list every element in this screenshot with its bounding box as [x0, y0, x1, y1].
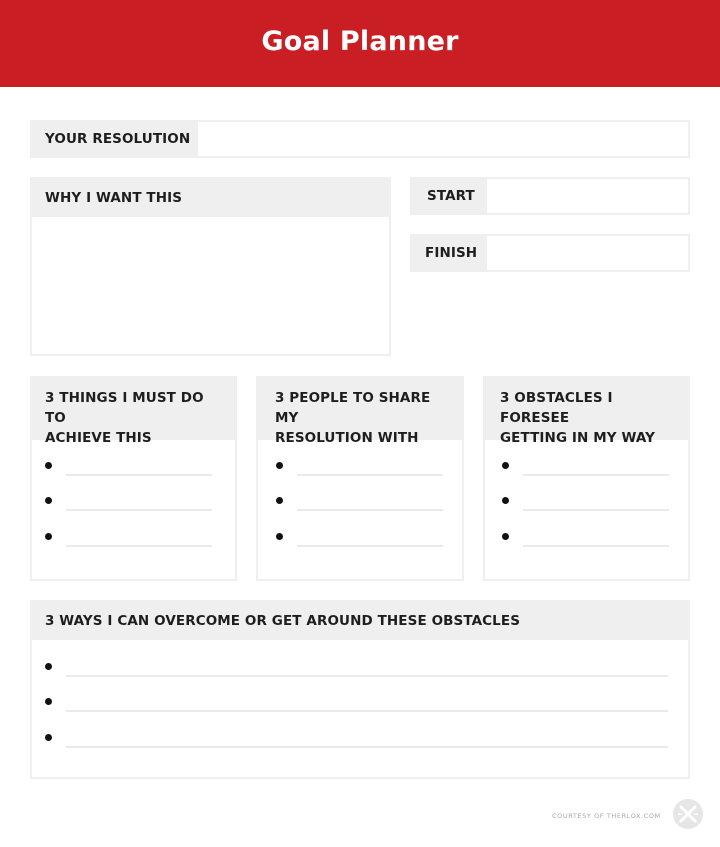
overcome-card	[30, 600, 690, 779]
write-line[interactable]	[297, 474, 443, 476]
why-label-text: WHY I WANT THIS	[45, 190, 183, 206]
bullet-icon	[45, 462, 52, 469]
obstacles-label	[485, 378, 688, 446]
overcome-label	[32, 602, 688, 640]
finish-label	[412, 236, 487, 270]
start-label-text: START	[427, 188, 475, 204]
write-line[interactable]	[66, 509, 212, 511]
people-label	[258, 378, 462, 446]
overcome-label-text: 3 WAYS I CAN OVERCOME OR GET AROUND THESE OBSTACLES	[45, 613, 521, 629]
bullet-icon	[502, 533, 509, 540]
things-label-line1: 3 THINGS I MUST DO TO	[45, 390, 204, 426]
people-card	[256, 376, 464, 581]
bullet-icon	[45, 663, 52, 670]
resolution-label	[32, 122, 198, 156]
obstacles-label-line1: 3 OBSTACLES I FORESEE	[500, 390, 613, 426]
write-line[interactable]	[523, 545, 669, 547]
bullet-icon	[502, 497, 509, 504]
write-line[interactable]	[523, 474, 669, 476]
list-item[interactable]	[32, 492, 235, 512]
finish-label-text: FINISH	[425, 245, 478, 261]
header-banner	[0, 0, 720, 87]
start-label	[412, 179, 487, 213]
write-line[interactable]	[523, 509, 669, 511]
start-field[interactable]	[410, 177, 690, 215]
write-line[interactable]	[66, 675, 668, 677]
bullet-icon	[276, 462, 283, 469]
write-line[interactable]	[66, 746, 668, 748]
things-card	[30, 376, 237, 581]
list-item[interactable]	[258, 492, 462, 512]
finish-field[interactable]	[410, 234, 690, 272]
things-label	[32, 378, 235, 446]
why-field[interactable]	[30, 177, 391, 356]
write-line[interactable]	[66, 710, 668, 712]
list-item[interactable]	[32, 528, 235, 548]
resolution-field[interactable]	[30, 120, 690, 158]
bullet-icon	[276, 497, 283, 504]
obstacles-label-line2: GETTING IN MY WAY	[500, 430, 655, 446]
write-line[interactable]	[66, 474, 212, 476]
bullet-icon	[45, 698, 52, 705]
list-item[interactable]	[485, 457, 688, 477]
write-line[interactable]	[297, 545, 443, 547]
obstacles-card	[483, 376, 690, 581]
list-item[interactable]	[32, 658, 688, 678]
people-label-line1: 3 PEOPLE TO SHARE MY	[275, 390, 431, 426]
things-label-line2: ACHIEVE THIS	[45, 430, 152, 446]
list-item[interactable]	[32, 457, 235, 477]
bullet-icon	[276, 533, 283, 540]
list-item[interactable]	[258, 457, 462, 477]
brand-logo-icon	[672, 798, 704, 830]
credit-text: COURTESY OF THERLOX.COM	[552, 812, 661, 820]
write-line[interactable]	[66, 545, 212, 547]
bullet-icon	[45, 533, 52, 540]
resolution-label-text: YOUR RESOLUTION	[45, 131, 191, 147]
why-label	[32, 179, 389, 217]
people-label-line2: RESOLUTION WITH	[275, 430, 419, 446]
bullet-icon	[502, 462, 509, 469]
list-item[interactable]	[485, 528, 688, 548]
write-line[interactable]	[297, 509, 443, 511]
page-title: Goal Planner	[261, 25, 459, 57]
list-item[interactable]	[32, 693, 688, 713]
list-item[interactable]	[485, 492, 688, 512]
list-item[interactable]	[258, 528, 462, 548]
list-item[interactable]	[32, 729, 688, 749]
bullet-icon	[45, 497, 52, 504]
bullet-icon	[45, 734, 52, 741]
